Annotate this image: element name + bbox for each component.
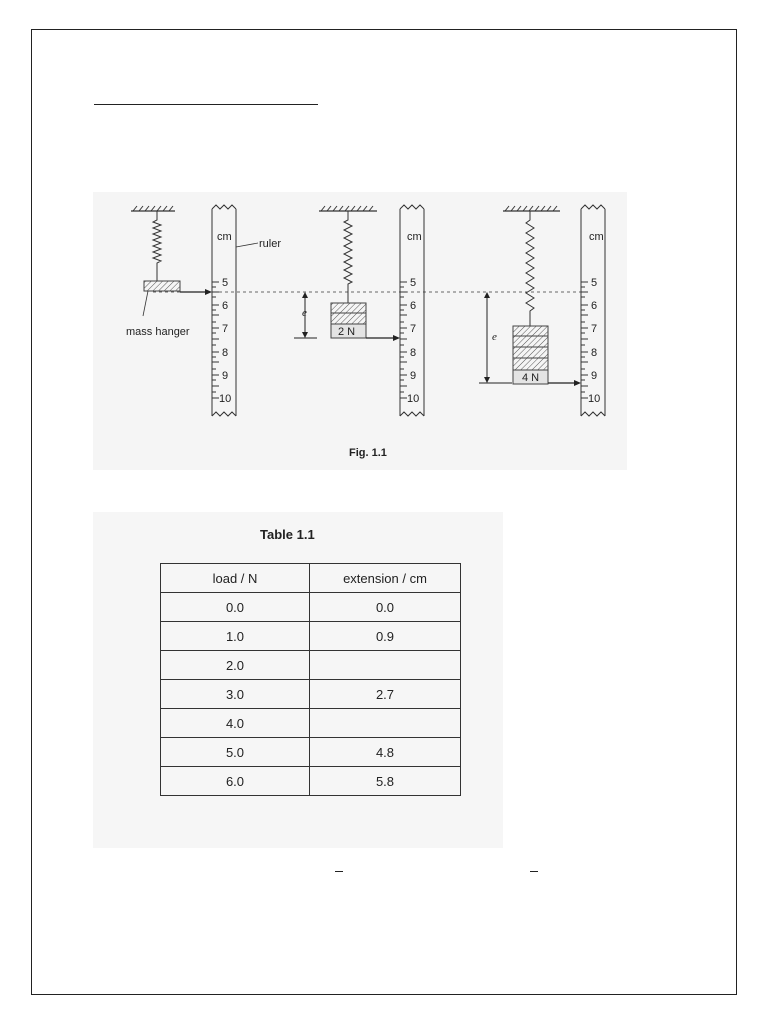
scale-mark: 8	[222, 347, 229, 359]
load-cell: 5.0	[161, 738, 310, 767]
column-header: load / N	[161, 564, 310, 593]
ruler-3	[581, 205, 605, 416]
spring	[526, 211, 534, 316]
extension-cell: 0.0	[310, 593, 461, 622]
ruler-ticks	[400, 282, 407, 398]
setup-4n	[479, 205, 605, 416]
load-extension-table	[160, 563, 461, 796]
load-cell: 0.0	[161, 593, 310, 622]
slotted-mass	[331, 313, 366, 324]
scale-mark: 10	[588, 393, 601, 405]
setup-2n	[294, 205, 424, 416]
weight-label: 4 N	[522, 372, 540, 384]
scale-mark: 6	[591, 300, 598, 312]
answer-dash	[530, 871, 538, 872]
unit-label: cm	[217, 231, 232, 243]
scale-mark: 5	[222, 277, 229, 289]
spring	[153, 211, 161, 268]
scale-mark: 6	[222, 300, 229, 312]
table-row	[161, 709, 461, 738]
slotted-mass	[513, 347, 548, 358]
scale-mark: 7	[222, 323, 229, 335]
table-row	[161, 651, 461, 680]
mass-hanger-label: mass hanger	[126, 326, 190, 338]
mass-hanger	[331, 303, 366, 313]
extension-cell	[310, 651, 461, 680]
load-cell: 4.0	[161, 709, 310, 738]
scale-mark: 5	[410, 277, 417, 289]
answer-dash	[335, 871, 343, 872]
extension-cell: 4.8	[310, 738, 461, 767]
load-cell: 2.0	[161, 651, 310, 680]
unit-label: cm	[407, 231, 422, 243]
scale-mark: 7	[591, 323, 598, 335]
scale-mark: 8	[410, 347, 417, 359]
extension-cell	[310, 709, 461, 738]
extension-cell: 5.8	[310, 767, 461, 796]
table-row	[161, 622, 461, 651]
spring	[344, 211, 352, 292]
weight-label: 2 N	[338, 326, 356, 338]
scale-mark: 6	[410, 300, 417, 312]
table-row	[161, 767, 461, 796]
table-section	[93, 512, 503, 848]
load-cell: 1.0	[161, 622, 310, 651]
setup-unloaded	[126, 205, 281, 416]
mass-hanger	[144, 281, 180, 291]
scale-mark: 7	[410, 323, 417, 335]
load-cell: 6.0	[161, 767, 310, 796]
ruler-ticks	[212, 282, 219, 398]
extension-label: e	[302, 307, 307, 319]
ceiling-hatching	[133, 206, 173, 211]
scale-mark: 8	[591, 347, 598, 359]
unit-label: cm	[589, 231, 604, 243]
mass-hanger	[513, 326, 548, 336]
slotted-mass	[513, 336, 548, 347]
ruler-ticks	[581, 282, 588, 398]
table-caption: Table 1.1	[260, 527, 315, 542]
ceiling-hatching	[321, 206, 373, 211]
table-row	[161, 593, 461, 622]
load-cell: 3.0	[161, 680, 310, 709]
scale-mark: 9	[410, 370, 417, 382]
ruler-1	[212, 205, 281, 416]
ceiling-hatching	[505, 206, 557, 211]
scale-mark: 9	[222, 370, 229, 382]
figure-caption: Fig. 1.1	[349, 447, 387, 459]
scale-mark: 5	[591, 277, 598, 289]
ruler-2	[400, 205, 424, 416]
extension-cell: 0.9	[310, 622, 461, 651]
scale-mark: 10	[407, 393, 420, 405]
slotted-mass	[513, 358, 548, 370]
scale-mark: 10	[219, 393, 232, 405]
table-row	[161, 738, 461, 767]
heading-underline	[94, 104, 318, 105]
ruler-label: ruler	[259, 238, 282, 250]
extension-cell: 2.7	[310, 680, 461, 709]
spring-diagram	[93, 192, 627, 470]
column-header: extension / cm	[310, 564, 461, 593]
scale-mark: 9	[591, 370, 598, 382]
spring-figure	[93, 192, 627, 470]
table-row	[161, 680, 461, 709]
table-header-row	[161, 564, 461, 593]
extension-label: e	[492, 331, 497, 343]
